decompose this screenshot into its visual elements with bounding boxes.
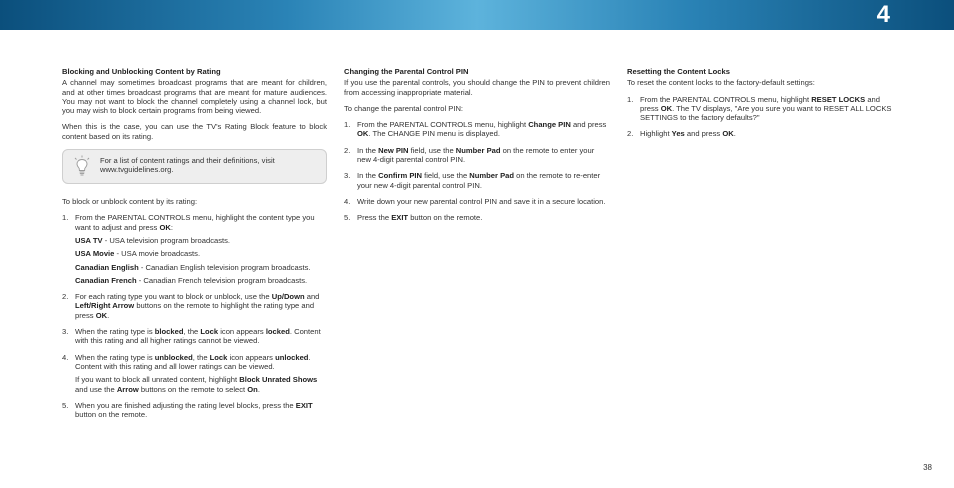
section-heading: Changing the Parental Control PIN [344,67,469,76]
paragraph: To block or unblock content by its rating: [62,197,198,207]
list-item: 3. In the Confirm PIN field, use the Number Pad on the remote to re-enter your new 4-digit parental control PIN. [344,171,601,190]
tip-text: For a list of content ratings and their definitions, visit www.tvguidelines.org. [100,156,275,175]
list-item: 4. Write down your new parental control PIN and save it in a secure location. [344,196,606,206]
column-change-pin [344,67,610,230]
lightbulb-icon [74,155,90,177]
column-rating-block [62,67,327,426]
paragraph: To change the parental control PIN: [344,103,464,113]
page-number: 38 [923,463,932,472]
list-item: 4. When the rating type is unblocked, the Lock icon appears unlocked. Content with this rating and all lower ratings can be viewed. If you want to block all unrated content, highlight Block Unrated Shows and use the Arrow buttons on the remote to select On. [62,353,327,394]
paragraph: If you use the parental controls, you should change the PIN to prevent children from accessing inappropriate material. [344,78,610,97]
section-heading: Blocking and Unblocking Content by Rating [62,67,221,76]
list-item: 1. From the PARENTAL CONTROLS menu, highlight RESET LOCKS and press OK. The TV displays, "Are you sure you want to RESET ALL LOCKS SETTINGS to the factory defaults?" [627,94,892,123]
steps-list [627,95,893,139]
paragraph: When this is the case, you can use the TV's Rating Block feature to block content based on its rating. [62,122,327,141]
steps-list [344,120,610,222]
list-item: 1. From the PARENTAL CONTROLS menu, highlight the content type you want to adjust and press OK: USA TV - USA television program broadcasts. USA Movie - USA movie broadcasts. Canadian English - Canadian English television program broadcasts. Canadian French - Canadian French television program broadcasts. [62,213,327,285]
header-banner [0,0,954,30]
tip-box [62,149,327,184]
section-heading: Resetting the Content Locks [627,67,730,76]
chapter-number: 4 [876,1,890,28]
list-item: 1. From the PARENTAL CONTROLS menu, highlight Change PIN and press OK. The CHANGE PIN menu is displayed. [344,120,607,139]
content-type: USA Movie - USA movie broadcasts. [75,249,201,259]
list-item: 2. Highlight Yes and press OK. [627,129,736,139]
content-type: Canadian French - Canadian French television program broadcasts. [75,275,308,285]
list-item: 5. When you are finished adjusting the rating level blocks, press the EXIT button on the remote. [62,400,313,420]
paragraph: A channel may sometimes broadcast programs that are meant for children, and at other times broadcast programs that are meant for mature audiences. You may not want to block the channel completely using a channel lock, but you may wish to block certain programs from being viewed. [62,78,327,116]
steps-list [62,213,327,419]
step-note: If you want to block all unrated content, highlight Block Unrated Shows and use the Arrow buttons on the remote to select On. [75,375,318,394]
list-item: 2. In the New PIN field, use the Number Pad on the remote to enter your new 4-digit parental control PIN. [344,145,595,165]
list-item: 3. When the rating type is blocked, the Lock icon appears locked. Content with this rating and all higher ratings cannot be viewed. [62,327,321,346]
list-item: 2. For each rating type you want to block or unblock, use the Up/Down and Left/Right Arrow buttons on the remote to highlight the rating type and press OK. [62,292,320,320]
paragraph: To reset the content locks to the factory-default settings: [627,78,815,88]
content-type: Canadian English - Canadian English television program broadcasts. [75,262,311,272]
list-item: 5. Press the EXIT button on the remote. [344,213,483,223]
column-reset-locks [627,67,893,146]
content-type: USA TV - USA television program broadcasts. [75,235,231,245]
